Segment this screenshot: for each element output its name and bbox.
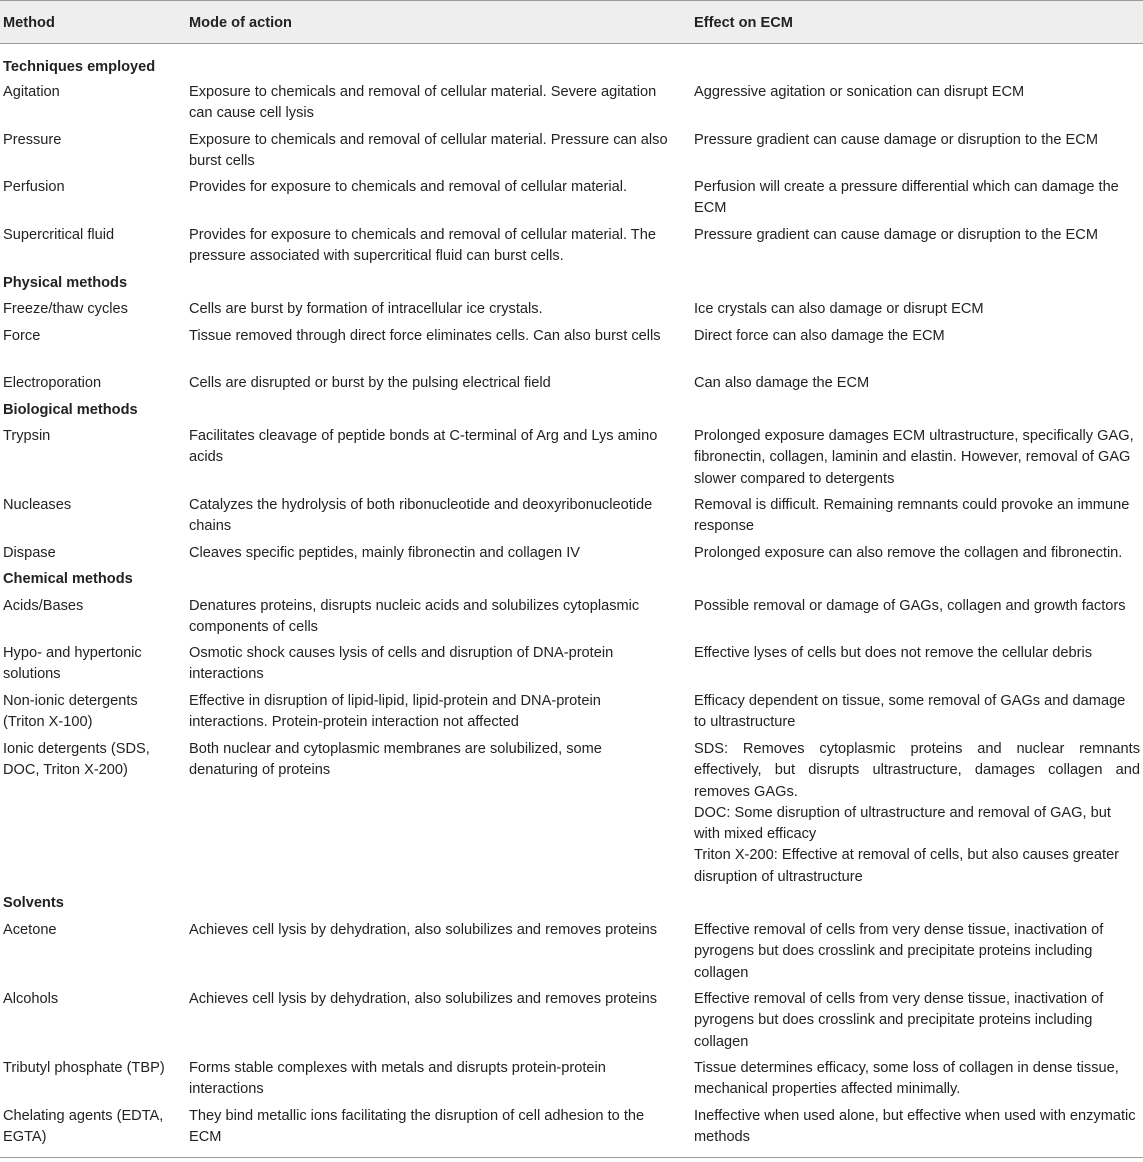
mode-cell: Catalyzes the hydrolysis of both ribonucleotide and deoxyribonucleotide chains	[189, 497, 653, 535]
mode-cell: Achieves cell lysis by dehydration, also solubilizes and removes proteins	[189, 922, 658, 938]
method-cell: Alcohols	[3, 991, 59, 1007]
effect-cell: Effective removal of cells from very dense tissue, inactivation of pyrogens but does crosslink and precipitate proteins including collagen	[694, 991, 1104, 1050]
method-cell: Chelating agents (EDTA, EGTA)	[3, 1108, 164, 1146]
effect-cell: Pressure gradient can cause damage or disruption to the ECM	[694, 227, 1098, 243]
effect-cell: Removal is difficult. Remaining remnants could provoke an immune response	[694, 497, 1130, 535]
section-title: Physical methods	[3, 275, 128, 291]
section-title: Biological methods	[3, 402, 138, 418]
method-cell: Agitation	[3, 84, 60, 100]
effect-cell: Can also damage the ECM	[694, 375, 870, 391]
mode-cell: Denatures proteins, disrupts nucleic acids and solubilizes cytoplasmic components of cells	[189, 598, 640, 636]
method-cell: Acids/Bases	[3, 598, 84, 614]
mode-cell: Achieves cell lysis by dehydration, also solubilizes and removes proteins	[189, 991, 658, 1007]
method-cell: Electroporation	[3, 375, 102, 391]
method-cell: Tributyl phosphate (TBP)	[3, 1060, 165, 1076]
method-cell: Pressure	[3, 132, 62, 148]
header-method: Method	[3, 15, 55, 31]
effect-cell: Effective removal of cells from very dense tissue, inactivation of pyrogens but does crosslink and precipitate proteins including collagen	[694, 922, 1104, 981]
mode-cell: They bind metallic ions facilitating the disruption of cell adhesion to the ECM	[189, 1108, 645, 1146]
mode-cell: Exposure to chemicals and removal of cellular material. Pressure can also burst cells	[189, 132, 668, 170]
mode-cell: Both nuclear and cytoplasmic membranes are solubilized, some denaturing of proteins	[189, 741, 602, 779]
method-cell: Force	[3, 328, 41, 344]
effect-cell: Aggressive agitation or sonication can disrupt ECM	[694, 84, 1025, 100]
method-cell: Trypsin	[3, 428, 51, 444]
mode-cell: Forms stable complexes with metals and disrupts protein-protein interactions	[189, 1060, 606, 1098]
method-cell: Ionic detergents (SDS, DOC, Triton X-200)	[3, 741, 150, 779]
effect-cell: Ice crystals can also damage or disrupt ECM	[694, 301, 984, 317]
mode-cell: Effective in disruption of lipid-lipid, lipid-protein and DNA-protein interactions. Protein-protein interaction not affected	[189, 693, 601, 731]
method-cell: Perfusion	[3, 179, 65, 195]
table-header	[0, 0, 1143, 44]
mode-cell: Provides for exposure to chemicals and removal of cellular material.	[189, 179, 628, 195]
effect-cell: Ineffective when used alone, but effective when used with enzymatic methods	[694, 1108, 1136, 1146]
mode-cell: Cleaves specific peptides, mainly fibronectin and collagen IV	[189, 545, 581, 561]
method-cell: Supercritical fluid	[3, 227, 115, 243]
method-cell: Freeze/thaw cycles	[3, 301, 128, 317]
method-cell: Hypo- and hypertonic solutions	[3, 645, 142, 683]
effect-cell: Pressure gradient can cause damage or disruption to the ECM	[694, 132, 1098, 148]
table-bottom-rule	[0, 1157, 1143, 1158]
header-effect-on-ecm: Effect on ECM	[694, 15, 793, 31]
effect-cell: Perfusion will create a pressure differential which can damage the ECM	[694, 179, 1119, 217]
mode-cell: Facilitates cleavage of peptide bonds at C-terminal of Arg and Lys amino acids	[189, 428, 658, 466]
section-title: Techniques employed	[3, 59, 156, 75]
method-cell: Non-ionic detergents (Triton X-100)	[3, 693, 138, 731]
effect-cell: Possible removal or damage of GAGs, collagen and growth factors	[694, 598, 1126, 614]
effect-cell: Direct force can also damage the ECM	[694, 328, 945, 344]
method-cell: Dispase	[3, 545, 56, 561]
effect-cell: Prolonged exposure can also remove the collagen and fibronectin.	[694, 545, 1123, 561]
mode-cell: Provides for exposure to chemicals and removal of cellular material. The pressure associated with supercritical fluid can burst cells.	[189, 227, 656, 265]
mode-cell: Osmotic shock causes lysis of cells and disruption of DNA-protein interactions	[189, 645, 614, 683]
effect-triton: Triton X-200: Effective at removal of cells, but also causes greater disruption of ultrastructure	[694, 847, 1120, 885]
mode-cell: Cells are disrupted or burst by the pulsing electrical field	[189, 375, 551, 391]
mode-cell: Cells are burst by formation of intracellular ice crystals.	[189, 301, 543, 317]
effect-sds: SDS: Removes cytoplasmic proteins and nuclear remnants effectively, but disrupts ultrastructure, damages collagen and removes GAGs.	[694, 741, 1140, 800]
header-mode-of-action: Mode of action	[189, 15, 292, 31]
section-title: Chemical methods	[3, 571, 133, 587]
method-cell: Acetone	[3, 922, 57, 938]
effect-cell	[694, 739, 1140, 888]
method-cell: Nucleases	[3, 497, 72, 513]
effect-cell: Efficacy dependent on tissue, some removal of GAGs and damage to ultrastructure	[694, 693, 1126, 731]
mode-cell: Tissue removed through direct force eliminates cells. Can also burst cells	[189, 328, 661, 344]
section-title: Solvents	[3, 895, 64, 911]
mode-cell: Exposure to chemicals and removal of cellular material. Severe agitation can cause cell lysis	[189, 84, 657, 122]
effect-cell: Effective lyses of cells but does not remove the cellular debris	[694, 645, 1093, 661]
effect-cell: Tissue determines efficacy, some loss of collagen in dense tissue, mechanical properties affected minimally.	[694, 1060, 1119, 1098]
effect-doc: DOC: Some disruption of ultrastructure and removal of GAG, but with mixed efficacy	[694, 804, 1111, 843]
effect-cell: Prolonged exposure damages ECM ultrastructure, specifically GAG, fibronectin, collagen, laminin and elastin. However, removal of GAG slower compared to detergents	[694, 428, 1134, 487]
